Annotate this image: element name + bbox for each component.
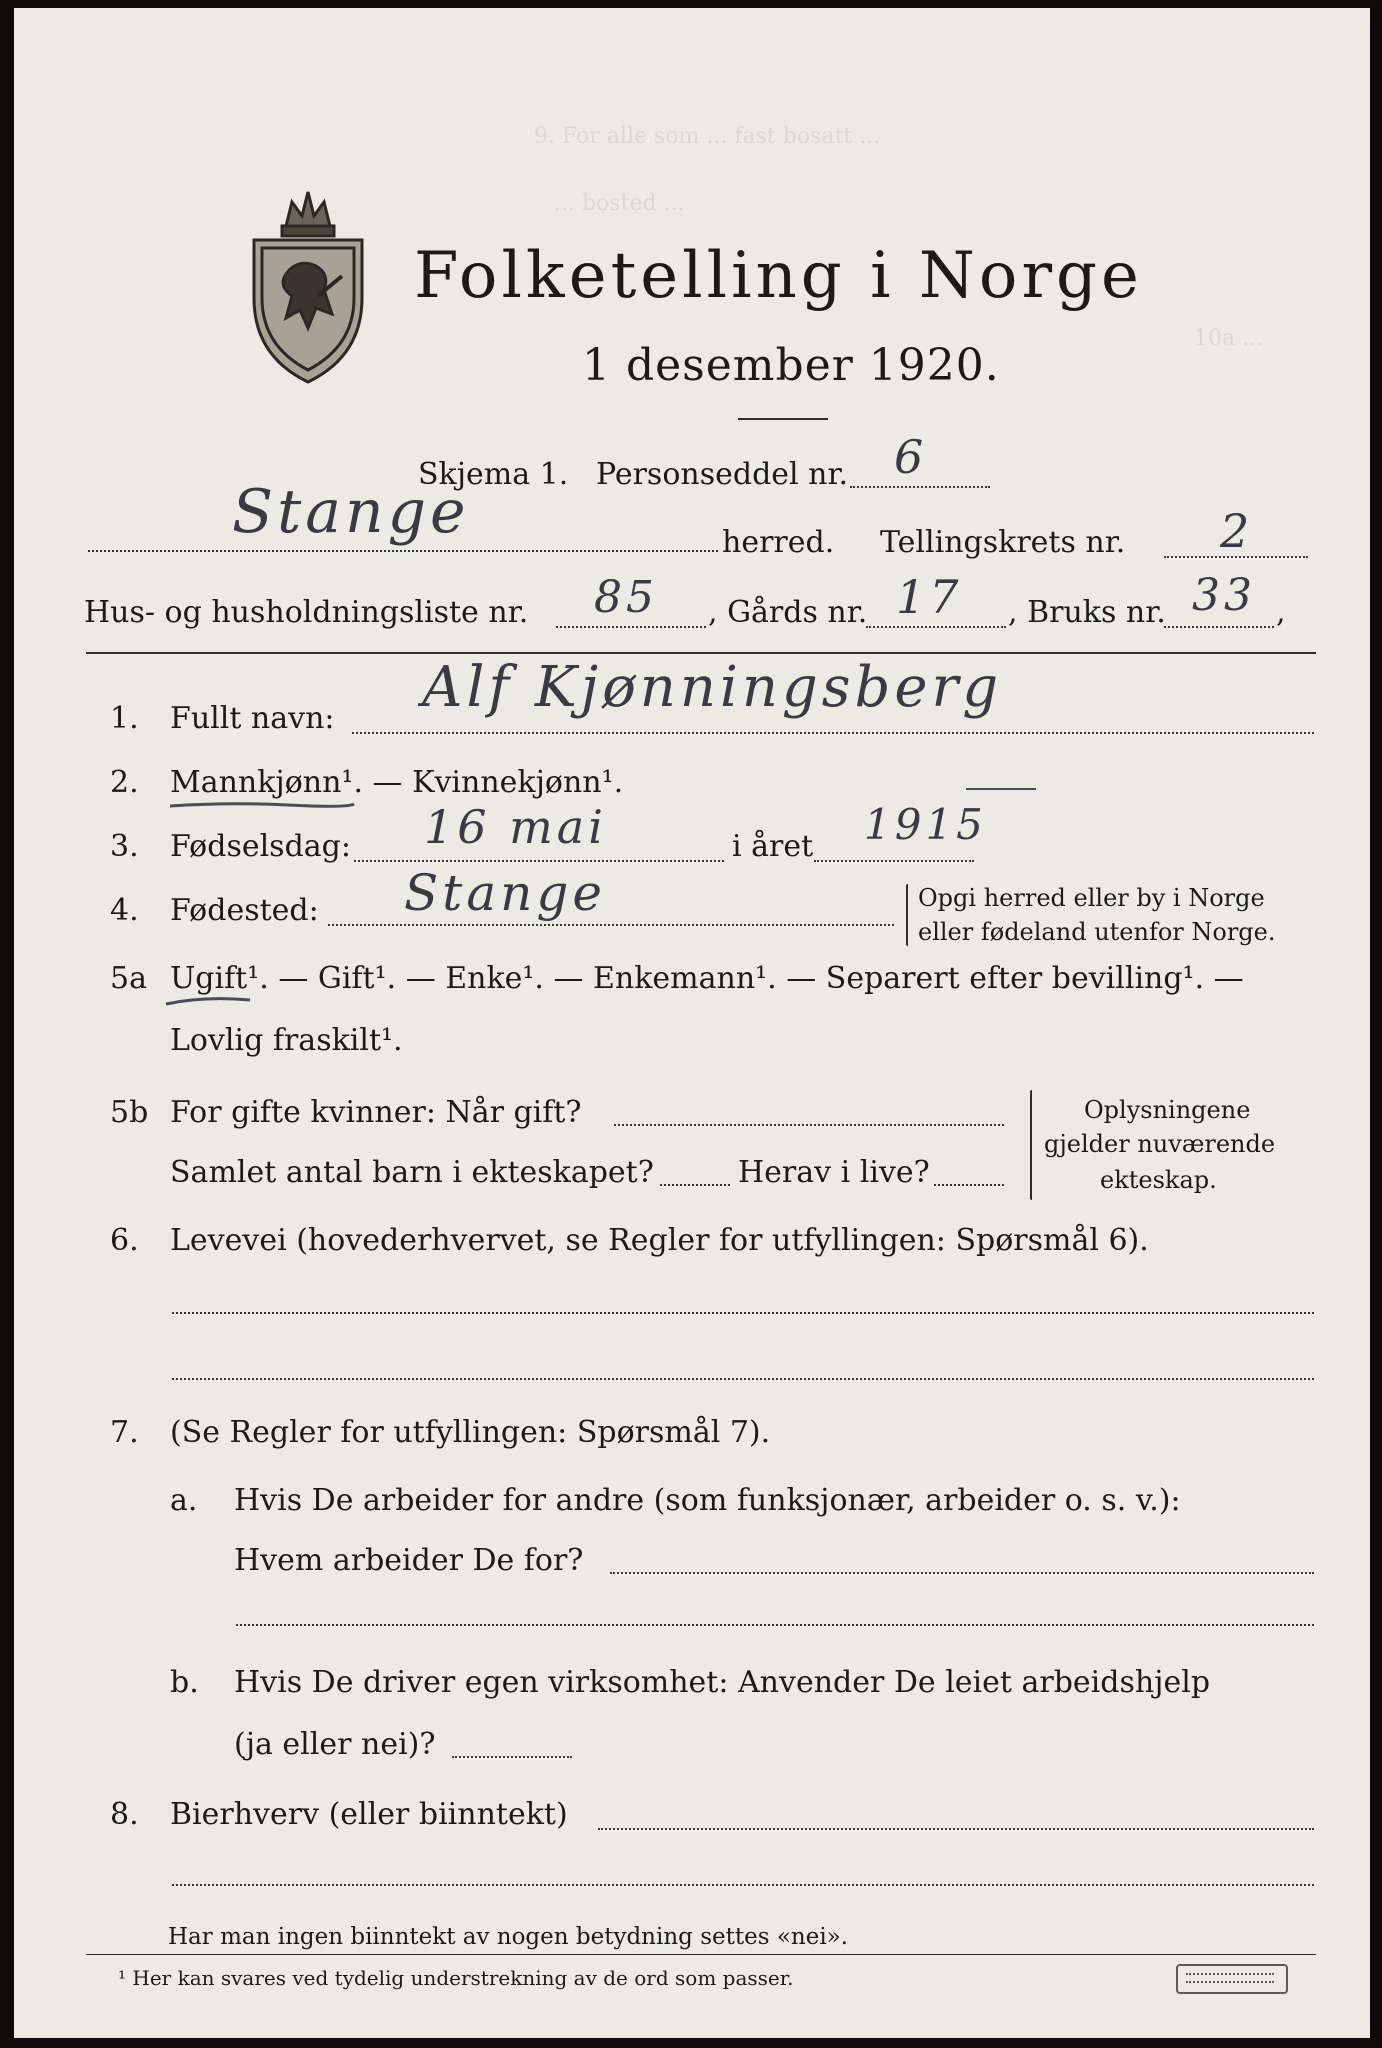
husliste-label: Hus- og husholdningsliste nr. xyxy=(84,595,529,630)
q5b-children-line xyxy=(660,1184,730,1186)
q5b-alive-label: Herav i live? xyxy=(738,1155,930,1190)
q5b-married-label: For gifte kvinner: Når gift? xyxy=(170,1095,582,1130)
q3-number: 3. xyxy=(110,829,139,864)
census-form-page xyxy=(14,8,1370,2038)
q6-line-1 xyxy=(172,1312,1314,1314)
q7b-letter: b. xyxy=(170,1665,199,1700)
q6-label: Levevei (hovederhvervet, se Regler for utfyllingen: Spørsmål 6). xyxy=(170,1223,1149,1258)
q7b-yes-no-label: (ja eller nei)? xyxy=(234,1727,436,1762)
herred-value[interactable]: Stange xyxy=(232,477,470,547)
q5a-status-options: Ugift¹. — Gift¹. — Enke¹. — Enkemann¹. — Separert efter bevilling¹. — xyxy=(170,961,1244,996)
bruks-label: , Bruks nr. xyxy=(1008,595,1166,630)
q3-birthday-line xyxy=(354,860,724,862)
q7a-extra-line xyxy=(236,1624,1314,1626)
q3-year-value[interactable]: 1915 xyxy=(864,800,987,849)
bleed-through-text: ... bosted ... xyxy=(554,191,685,216)
herred-line xyxy=(88,550,718,552)
bruks-trailing-comma: , xyxy=(1276,595,1286,630)
gards-label: , Gårds nr. xyxy=(708,595,868,630)
q7b-yes-no-line xyxy=(452,1756,572,1758)
q8-label: Bierhverv (eller biinntekt) xyxy=(170,1797,568,1832)
q5a-status-options-cont: Lovlig fraskilt¹. xyxy=(170,1023,403,1058)
q5b-note-line2: gjelder nuværende xyxy=(1044,1130,1276,1158)
bruks-value[interactable]: 33 xyxy=(1192,570,1256,621)
q1-line xyxy=(352,732,1314,734)
personseddel-line xyxy=(850,486,990,488)
husliste-line xyxy=(556,626,706,628)
q5b-married-line xyxy=(614,1124,1004,1126)
q7b-question: Hvis De driver egen virksomhet: Anvender De leiet arbeidshjelp xyxy=(234,1665,1211,1700)
gards-line xyxy=(866,626,1006,628)
q7-number: 7. xyxy=(110,1415,139,1450)
tellingskrets-value[interactable]: 2 xyxy=(1220,504,1254,558)
census-date: 1 desember 1920. xyxy=(582,340,1000,391)
q5b-alive-line xyxy=(934,1184,1004,1186)
q8-line-2 xyxy=(172,1884,1314,1886)
q4-note-line2: eller fødeland utenfor Norge. xyxy=(918,918,1276,946)
footnote: ¹ Her kan svares ved tydelig understrekning av de ord som passer. xyxy=(118,1966,794,1990)
gender-underline-mark xyxy=(168,798,358,812)
q5b-children-label: Samlet antal barn i ekteskapet? xyxy=(170,1155,654,1190)
q6-line-2 xyxy=(172,1378,1314,1380)
q5b-number: 5b xyxy=(110,1095,149,1130)
bleed-through-text: 10a ... xyxy=(1194,326,1264,351)
q8-number: 8. xyxy=(110,1797,139,1832)
footnote-rule xyxy=(86,1954,1316,1955)
title-divider xyxy=(738,418,828,420)
bleed-through-text: 9. For alle som ... fast bosatt ... xyxy=(534,124,881,149)
personseddel-label: Personseddel nr. xyxy=(596,457,849,492)
ugift-underline-mark xyxy=(164,994,254,1008)
q3-label: Fødselsdag: xyxy=(170,829,351,864)
q5b-note-line1: Oplysningene xyxy=(1084,1096,1251,1124)
printer-stamp xyxy=(1176,1964,1288,1994)
form-title: Folketelling i Norge xyxy=(414,239,1143,313)
q3-year-line xyxy=(814,860,974,862)
q5b-note-brace xyxy=(1030,1090,1032,1200)
year-pen-stroke xyxy=(966,788,1036,790)
q6-number: 6. xyxy=(110,1223,139,1258)
q4-label: Fødested: xyxy=(170,893,319,928)
skjema-label: Skjema 1. xyxy=(418,457,569,492)
q1-number: 1. xyxy=(110,701,139,736)
q4-birthplace-value[interactable]: Stange xyxy=(404,864,606,922)
q1-label: Fullt navn: xyxy=(170,701,335,736)
q4-line xyxy=(328,924,894,926)
q4-note-line1: Opgi herred eller by i Norge xyxy=(918,884,1265,912)
q2-gender-options: Mannkjønn¹. — Kvinnekjønn¹. xyxy=(170,765,624,800)
q1-full-name-value[interactable]: Alf Kjønningsberg xyxy=(422,655,1003,720)
header-rule xyxy=(86,652,1316,654)
gards-value[interactable]: 17 xyxy=(896,570,963,624)
personseddel-value[interactable]: 6 xyxy=(894,430,928,484)
q5b-note-line3: ekteskap. xyxy=(1100,1166,1217,1194)
q7a-employer-label: Hvem arbeider De for? xyxy=(234,1543,584,1578)
q2-number: 2. xyxy=(110,765,139,800)
bruks-line xyxy=(1164,626,1274,628)
q3-year-label: i året xyxy=(732,829,814,864)
q7a-employer-line xyxy=(610,1572,1314,1574)
q8-line-1 xyxy=(598,1828,1314,1830)
q3-birthday-value[interactable]: 16 mai xyxy=(424,800,607,854)
coat-of-arms-icon xyxy=(246,178,370,388)
tellingskrets-label: Tellingskrets nr. xyxy=(880,525,1126,560)
herred-label: herred. xyxy=(722,525,835,560)
q5a-number: 5a xyxy=(110,961,147,996)
q7-label: (Se Regler for utfyllingen: Spørsmål 7). xyxy=(170,1415,771,1450)
q8-note: Har man ingen biinntekt av nogen betydning settes «nei». xyxy=(168,1924,849,1950)
husliste-value[interactable]: 85 xyxy=(594,572,658,623)
q7a-letter: a. xyxy=(170,1483,198,1518)
q4-note-brace xyxy=(906,884,908,946)
q7a-question: Hvis De arbeider for andre (som funksjonær, arbeider o. s. v.): xyxy=(234,1483,1181,1518)
q4-number: 4. xyxy=(110,893,139,928)
